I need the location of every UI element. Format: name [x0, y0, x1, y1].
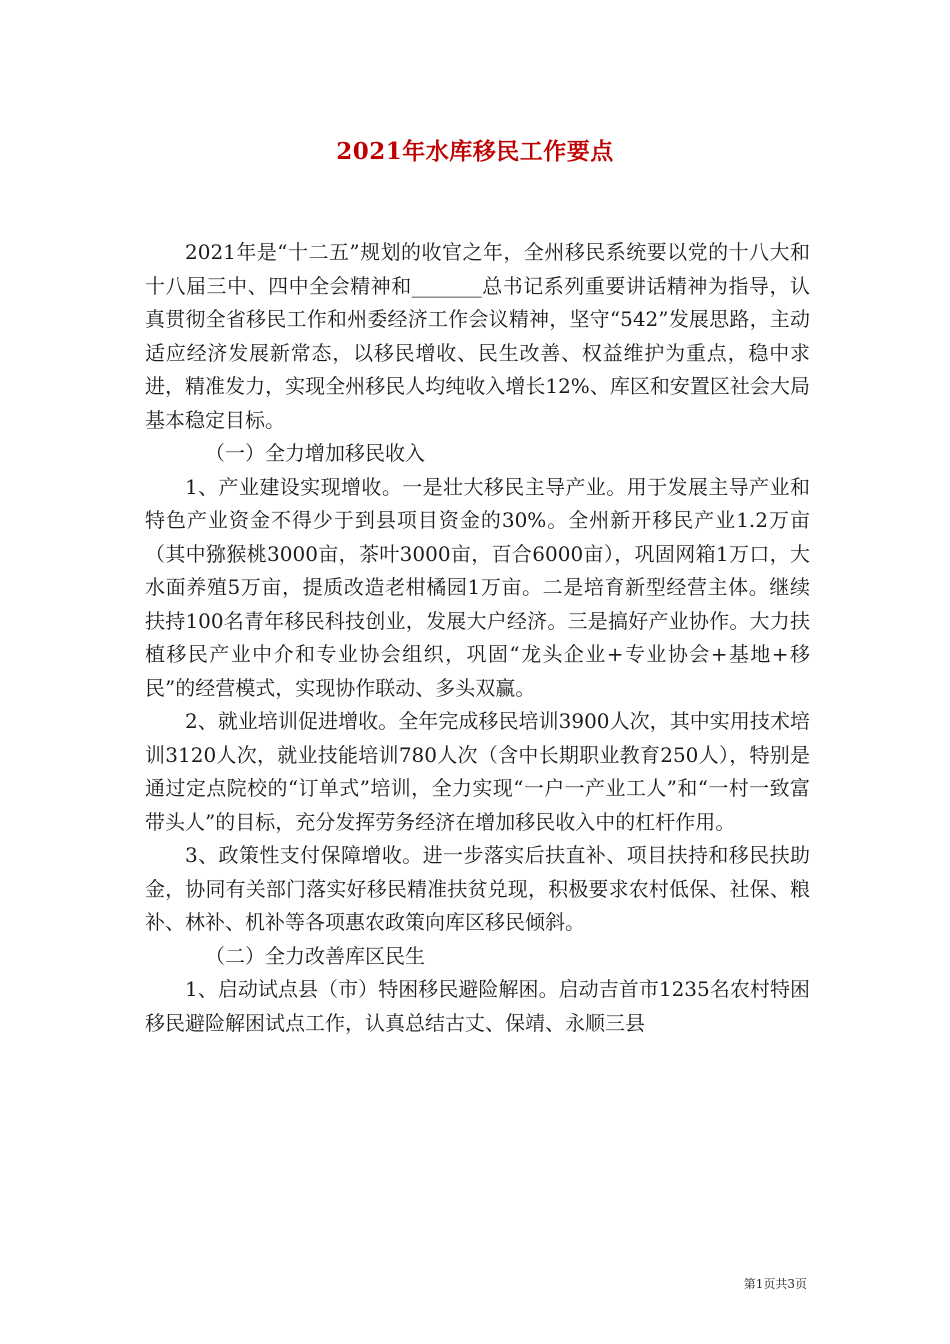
document-body: [145, 236, 810, 1040]
document-title: 2021年水库移民工作要点: [336, 138, 614, 165]
section-heading-2: （二）全力改善库区民生: [205, 943, 425, 968]
body-paragraph: 2、就业培训促进增收。全年完成移民培训3900人次，其中实用技术培训3120人次，就业技能培训780人次（含中长期职业教育250人），特别是通过定点院校的“订单式”培训，全力实现“一户一产业工人”和“一村一致富带头人”的目标，充分发挥劳务经济在增加移民收入中的杠杆作用。: [145, 709, 810, 834]
intro-paragraph: 2021年是“十二五”规划的收官之年，全州移民系统要以党的十八大和十八届三中、四中全会精神和_______总书记系列重要讲话精神为指导，认真贯彻全省移民工作和州委经济工作会议精神，坚守“542”发展思路，主动适应经济发展新常态，以移民增收、民生改善、权益维护为重点，稳中求进，精准发力，实现全州移民人均纯收入增长12%、库区和安置区社会大局基本稳定目标。: [145, 240, 810, 432]
page-number: 第1页共3页: [743, 1277, 807, 1291]
body-paragraph: 1、产业建设实现增收。一是壮大移民主导产业。用于发展主导产业和特色产业资金不得少于到县项目资金的30%。全州新开移民产业1.2万亩（其中猕猴桃3000亩，茶叶3000亩，百合6000亩），巩固网箱1万口，大水面养殖5万亩，提质改造老柑橘园1万亩。二是培育新型经营主体。继续扶持100名青年移民科技创业，发展大户经济。三是搞好产业协作。大力扶植移民产业中介和专业协会组织，巩固“龙头企业+专业协会+基地+移民”的经营模式，实现协作联动、多头双赢。: [145, 474, 810, 700]
body-paragraph: 3、政策性支付保障增收。进一步落实后扶直补、项目扶持和移民扶助金，协同有关部门落实好移民精准扶贫兑现，积极要求农村低保、社保、粮补、林补、机补等各项惠农政策向库区移民倾斜。: [145, 843, 810, 934]
body-paragraph: 1、启动试点县（市）特困移民避险解困。启动吉首市1235名农村特困移民避险解困试点工作，认真总结古丈、保靖、永顺三县: [145, 977, 810, 1035]
section-heading-1: （一）全力增加移民收入: [205, 441, 425, 465]
